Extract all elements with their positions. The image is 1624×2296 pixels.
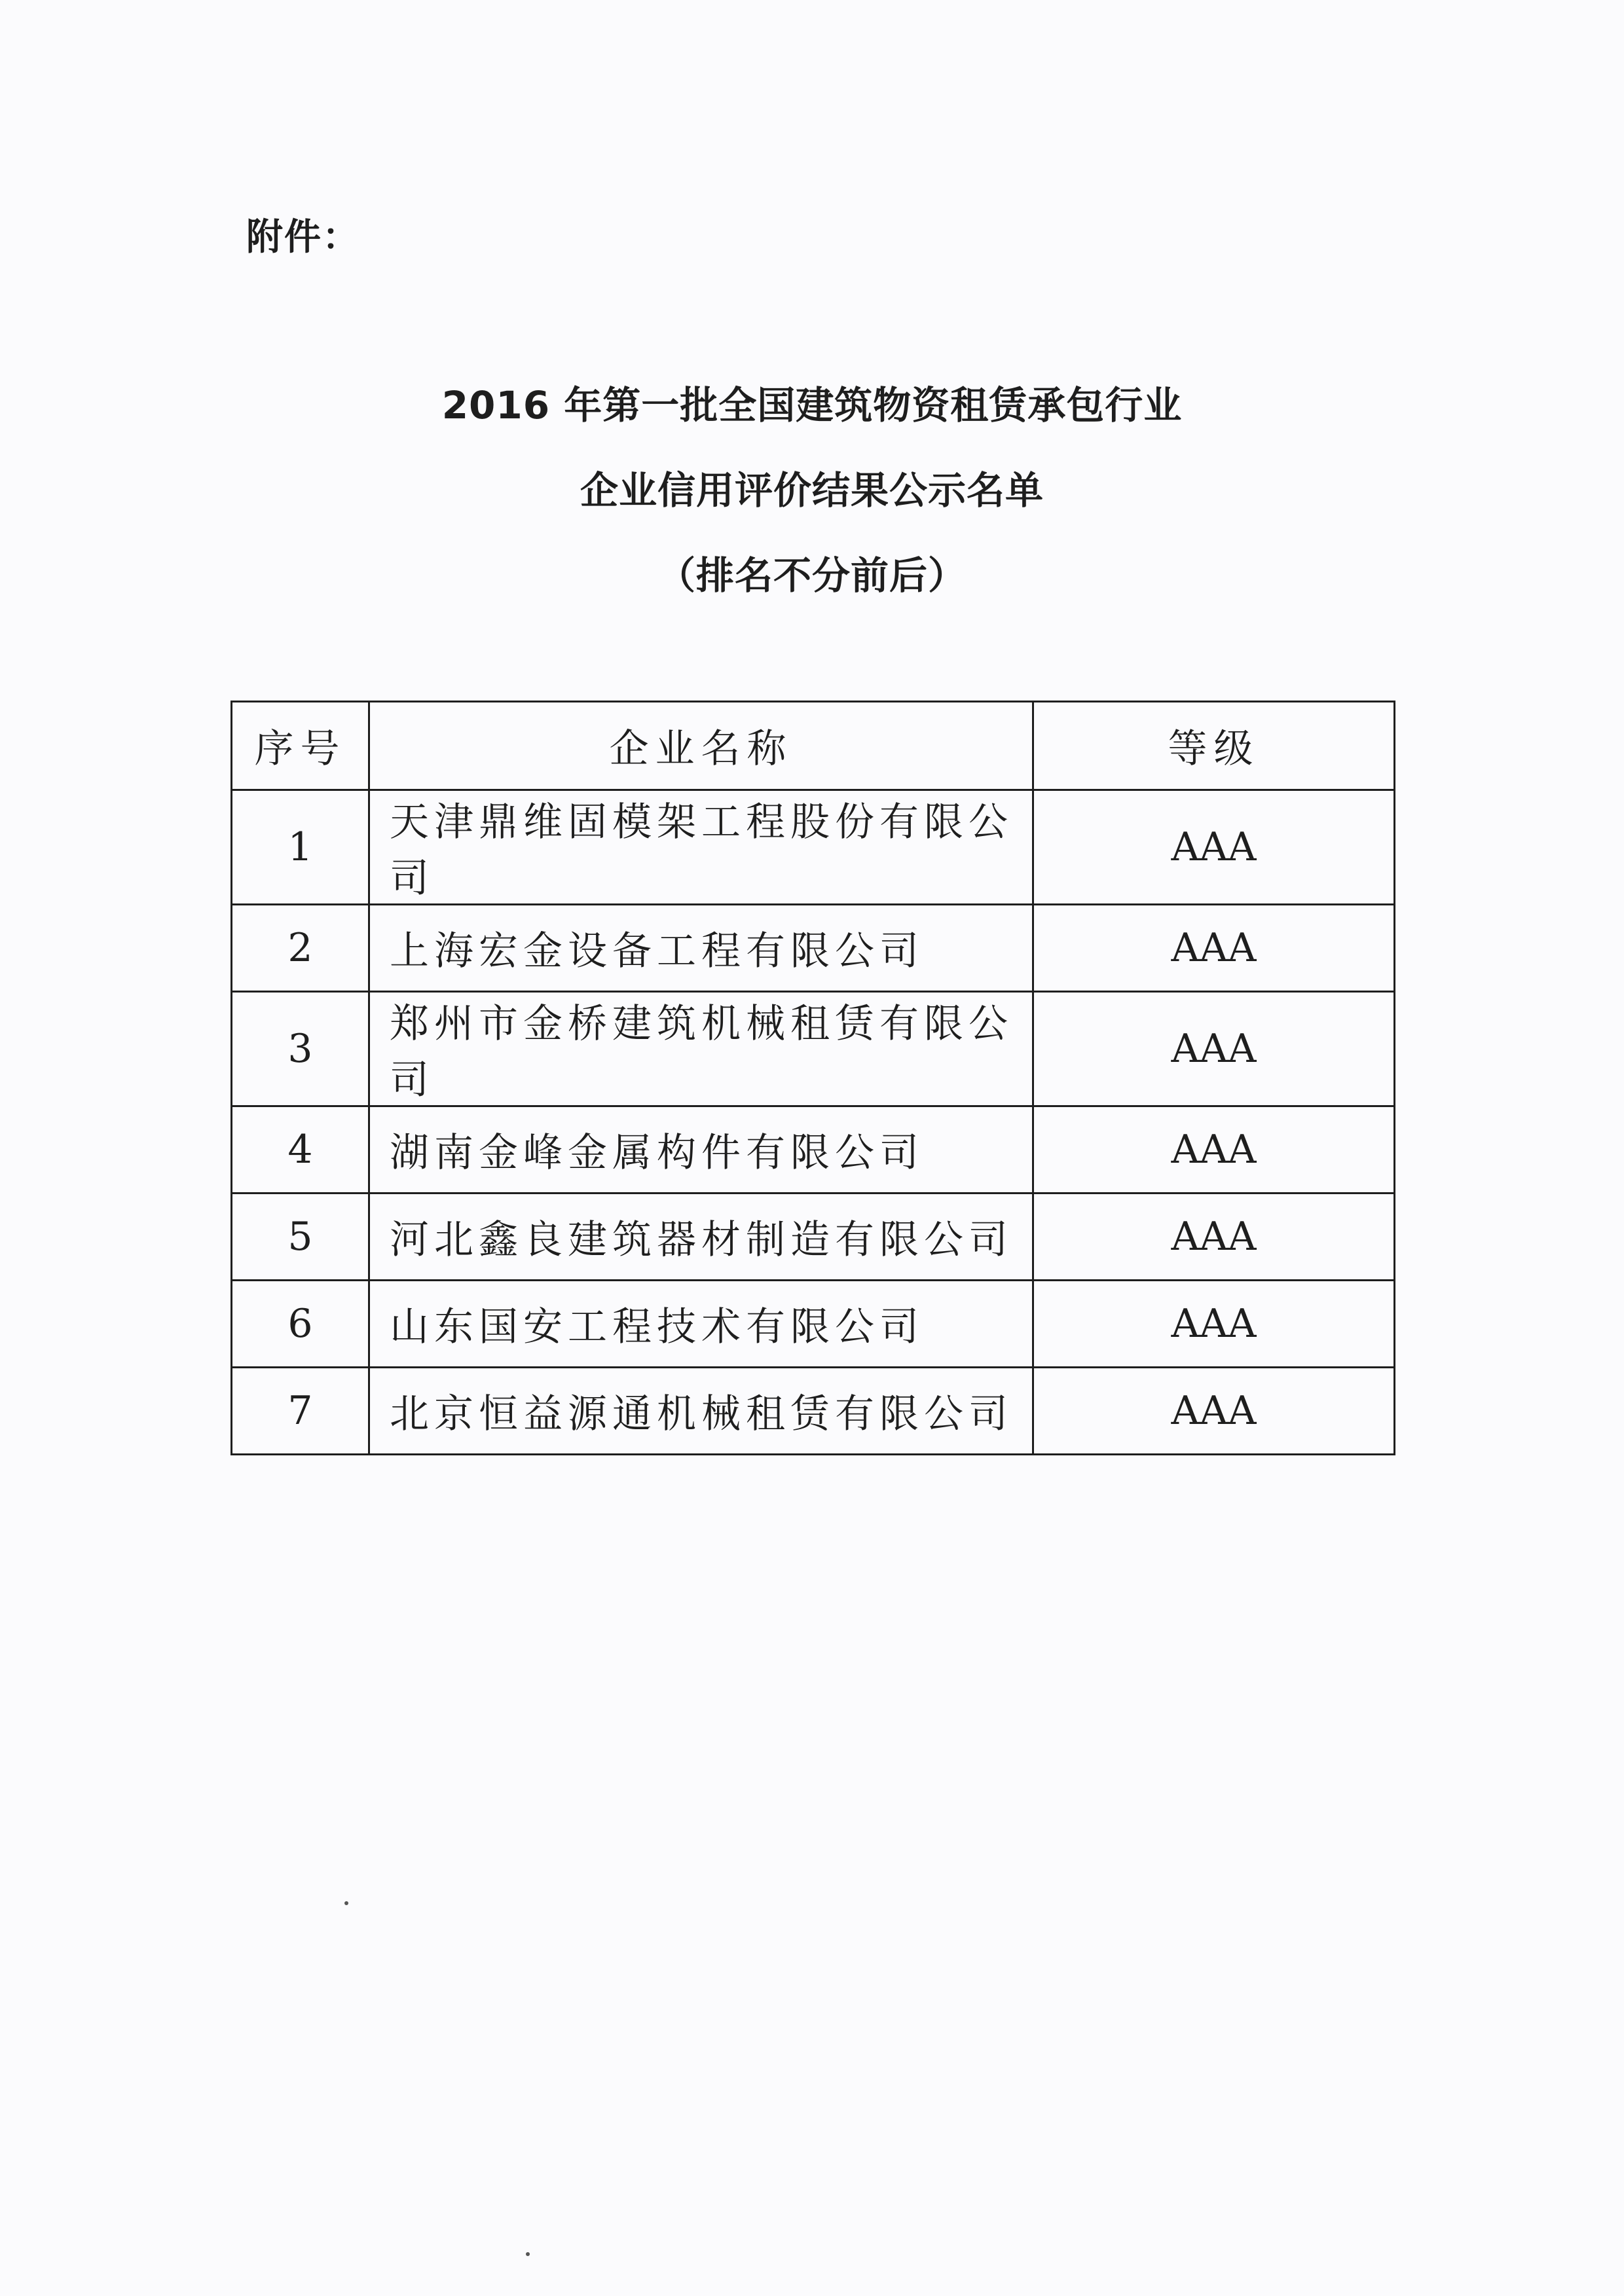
row-grade: AAA bbox=[1033, 1194, 1395, 1281]
row-company-name: 郑州市金桥建筑机械租赁有限公司 bbox=[369, 992, 1033, 1106]
table-row bbox=[232, 905, 1395, 992]
row-grade: AAA bbox=[1033, 992, 1395, 1106]
header-grade-label: 等级 bbox=[1168, 726, 1260, 772]
table-row bbox=[232, 992, 1395, 1106]
document-title-line-1: 2016 年第一批全国建筑物资租赁承包行业 bbox=[441, 383, 1183, 428]
row-index: 3 bbox=[232, 992, 369, 1106]
row-grade: AAA bbox=[1033, 1368, 1395, 1455]
row-company-name: 北京恒益源通机械租赁有限公司 bbox=[369, 1368, 1033, 1455]
row-company-name: 河北鑫良建筑器材制造有限公司 bbox=[369, 1194, 1033, 1281]
results-table bbox=[231, 701, 1395, 1455]
row-index: 1 bbox=[232, 790, 369, 905]
row-grade: AAA bbox=[1033, 1106, 1395, 1194]
header-index-label: 序号 bbox=[254, 726, 346, 772]
table-row bbox=[232, 1281, 1395, 1368]
header-company-name bbox=[369, 702, 1033, 790]
scan-speck bbox=[344, 1901, 348, 1905]
row-index: 6 bbox=[232, 1281, 369, 1368]
document-title-line-2: 企业信用评价结果公示名单 bbox=[580, 468, 1044, 513]
header-index bbox=[232, 702, 369, 790]
table-row bbox=[232, 790, 1395, 905]
scan-speck bbox=[526, 2252, 530, 2256]
row-company-name: 天津鼎维固模架工程股份有限公司 bbox=[369, 790, 1033, 905]
row-grade: AAA bbox=[1033, 905, 1395, 992]
header-company-name-label: 企业名称 bbox=[609, 726, 793, 772]
table-row bbox=[232, 1368, 1395, 1455]
table-row bbox=[232, 1106, 1395, 1194]
row-company-name: 湖南金峰金属构件有限公司 bbox=[369, 1106, 1033, 1194]
row-grade: AAA bbox=[1033, 790, 1395, 905]
row-index: 4 bbox=[232, 1106, 369, 1194]
row-company-name: 山东国安工程技术有限公司 bbox=[369, 1281, 1033, 1368]
table-header-row bbox=[232, 702, 1395, 790]
attachment-label: 附件： bbox=[246, 216, 360, 259]
row-company-name: 上海宏金设备工程有限公司 bbox=[369, 905, 1033, 992]
document-subtitle: （排名不分前后） bbox=[657, 553, 967, 598]
header-grade bbox=[1033, 702, 1395, 790]
results-table-container bbox=[231, 701, 1393, 1455]
row-index: 7 bbox=[232, 1368, 369, 1455]
table-row bbox=[232, 1194, 1395, 1281]
row-index: 5 bbox=[232, 1194, 369, 1281]
row-index: 2 bbox=[232, 905, 369, 992]
row-grade: AAA bbox=[1033, 1281, 1395, 1368]
